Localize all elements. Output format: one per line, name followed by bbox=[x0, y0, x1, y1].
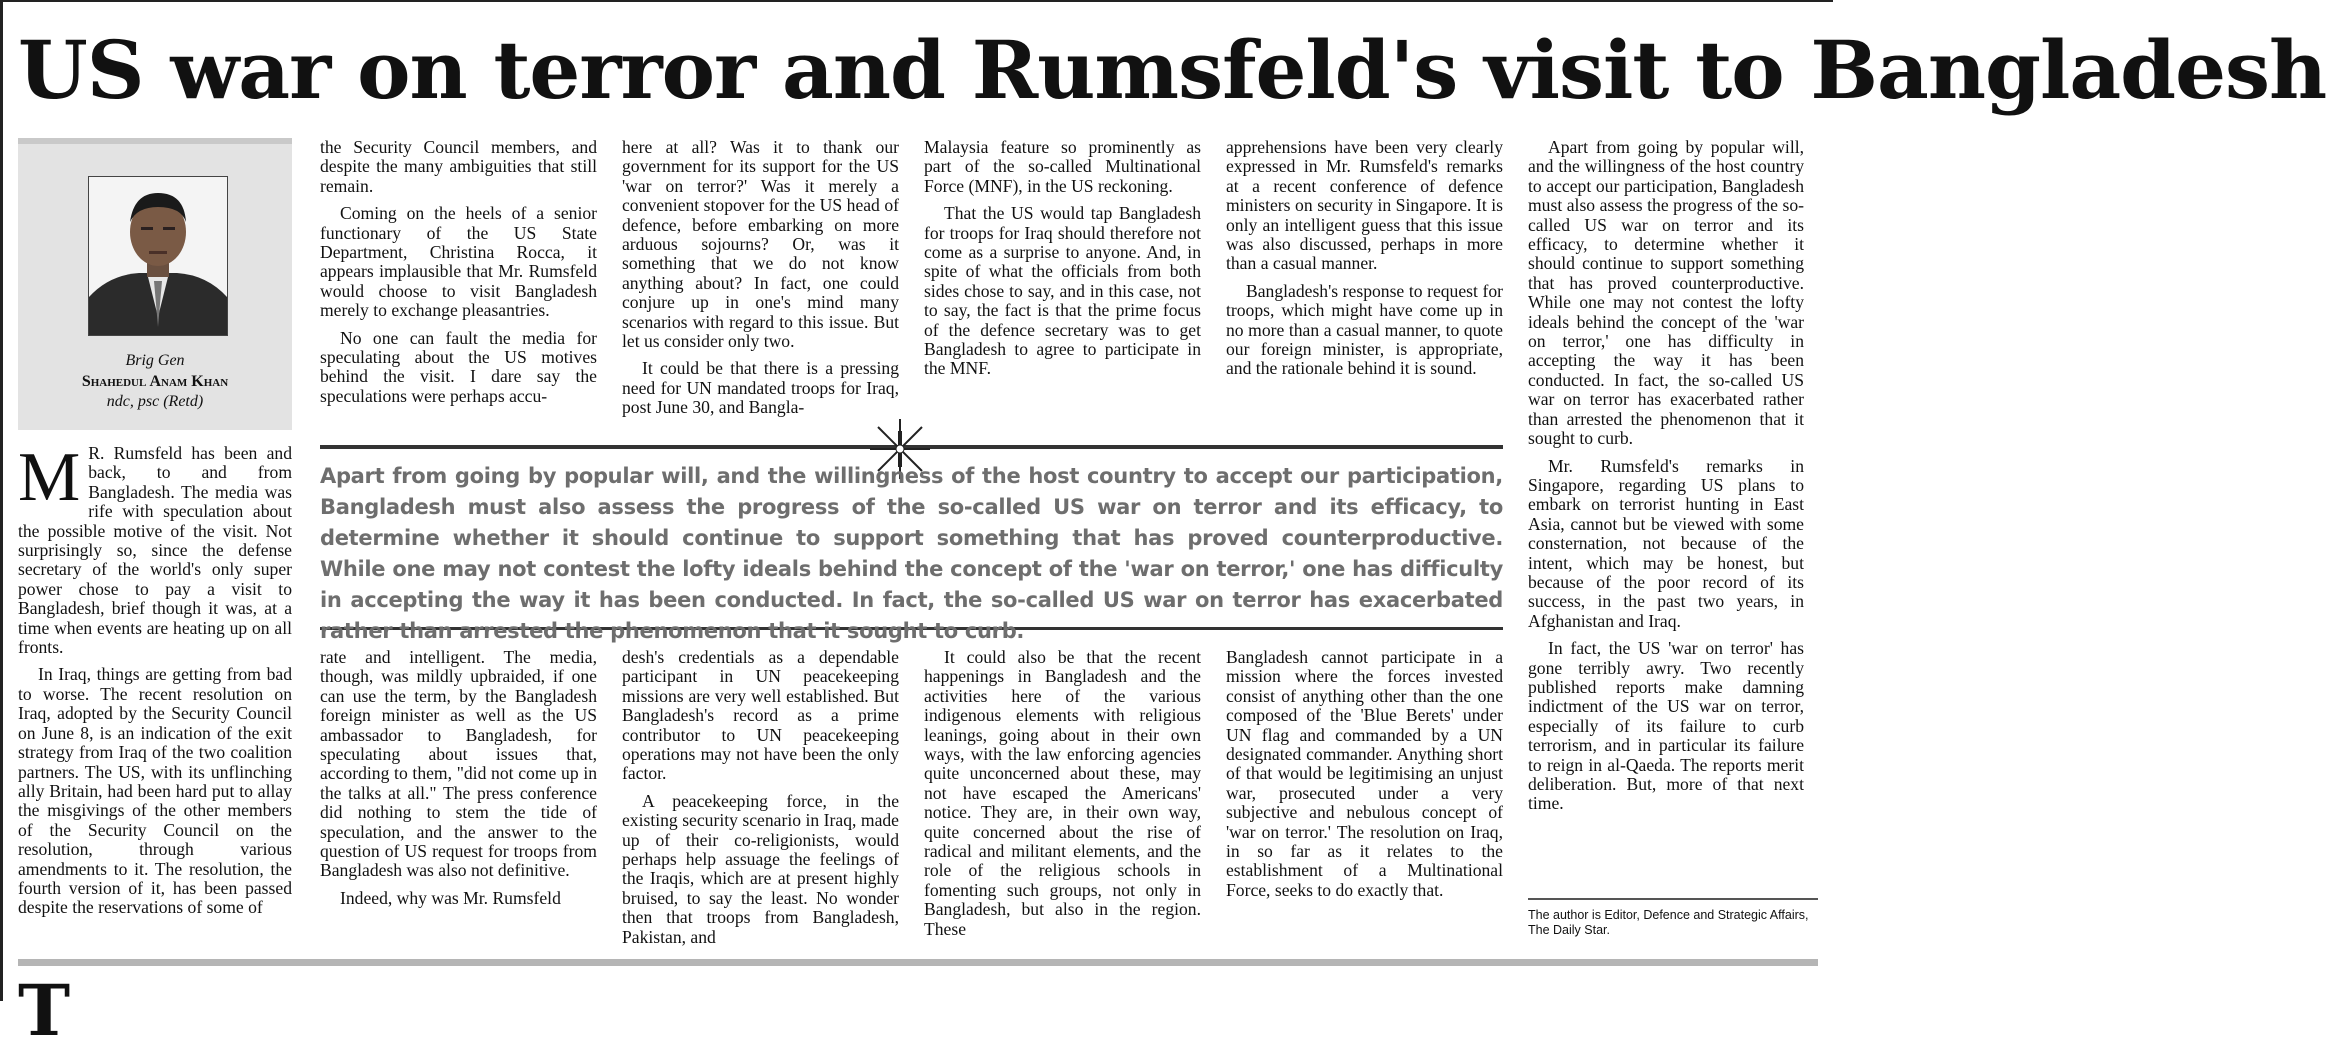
column-4-top bbox=[924, 138, 1201, 379]
column-4-bottom bbox=[924, 648, 1201, 939]
next-headline-fragment: T bbox=[18, 969, 71, 1052]
col2-top-paragraph-2: Coming on the heels of a senior functionary of the US State Department, Christina Rocca, it appears implausible that Mr. Rumsfeld would choose to visit Bangladesh merely to exchange pleasantries. bbox=[320, 203, 597, 321]
headline: US war on terror and Rumsfeld's visit to Bangladesh bbox=[18, 23, 2326, 117]
byline-box bbox=[18, 138, 292, 430]
author-note: The author is Editor, Defence and Strategic Affairs, The Daily Star. bbox=[1528, 898, 1818, 938]
author-photo-image bbox=[89, 177, 227, 335]
byline-suffix: ndc, psc (Retd) bbox=[106, 393, 204, 410]
col3-top-paragraph-2: It could be that there is a pressing need for UN mandated troops for Iraq, post June 30, and Bangla- bbox=[622, 358, 899, 418]
col6-paragraph-2: Mr. Rumsfeld's remarks in Singapore, regarding US plans to embark on terrorist hunting in East Asia, cannot but be viewed with some consternation, not because of the intent, which may be honest, but because of the poor record of its success, in the past two years, in Afghanistan and Iraq. bbox=[1528, 455, 1804, 631]
column-5-bottom bbox=[1226, 648, 1503, 900]
col4-top-paragraph-1: Malaysia feature so prominently as part of the so-called Multinational Force (MNF), in the US reckoning. bbox=[924, 137, 1201, 196]
column-5-top bbox=[1226, 138, 1503, 379]
column-2-top bbox=[320, 138, 597, 406]
col3-bottom-paragraph-1: desh's credentials as a dependable participant in UN peacekeeping missions are very well established. But Bangladesh's record as a prime contributor to UN peacekeeping operations may not have been the only factor. bbox=[622, 647, 899, 784]
top-rule bbox=[0, 0, 1833, 2]
col2-top-paragraph-1: the Security Council members, and despite the many ambiguities that still remain. bbox=[320, 137, 597, 196]
col4-bottom-paragraph-1: It could also be that the recent happenings in Bangladesh and the activities here of the various indigenous elements with religious leanings, going about in their own ways, with the law enforcing agencies quite unconcerned about these, may not have escaped the Americans' notice. They are, in their own way, quite concerned about the rise of radical and militant elements, and the role of the religious schools in fomenting such groups, not only in Bangladesh, but also in the region. These bbox=[924, 647, 1201, 939]
col6-paragraph-1: Apart from going by popular will, and the willingness of the host country to accept our participation, Bangladesh must also assess the progress of the so-called US war on terror and its efficacy, to determine whether it should continue to support something that has proved counterproductive. While one may not contest the lofty ideals behind the concept of the 'war on terror,' one has difficulty in accepting the way it has been conducted. In fact, the so-called US war on terror has exacerbated rather than arrested the phenomenon that it sought to curb. bbox=[1528, 137, 1804, 449]
column-3-bottom bbox=[622, 648, 899, 947]
pull-quote bbox=[320, 445, 1503, 643]
col1-paragraph-1: R. Rumsfeld has been and back, to and from Bangladesh. The media was rife with speculation about the possible motive of the visit. Not surprisingly so, since the defense secretary of the world's only super power chose to pay a visit to Bangladesh, brief though it was, at a time when events are heating up on all fronts. bbox=[18, 443, 292, 658]
col5-top-paragraph-2: Bangladesh's response to request for troops, which might have come up in no more than a casual manner, to quote our foreign minister, is appropriate, and the rationale behind it is sound. bbox=[1226, 280, 1503, 379]
byline-rank: Brig Gen bbox=[125, 352, 185, 369]
column-3-top bbox=[622, 138, 899, 418]
column-1 bbox=[18, 439, 292, 918]
author-photo bbox=[88, 176, 228, 336]
col3-bottom-paragraph-2: A peacekeeping force, in the existing security scenario in Iraq, made up of their co-religionists, would perhaps help assuage the feelings of the Iraqis, which are at present highly bruised, to say the least. No wonder then that troops from Bangladesh, Pakistan, and bbox=[622, 790, 899, 947]
col2-top-paragraph-3: No one can fault the media for speculating about the US motives behind the visit. I dare say the speculations were perhaps accu- bbox=[320, 327, 597, 406]
left-rule bbox=[0, 0, 3, 1001]
col6-paragraph-3: In fact, the US 'war on terror' has gone terribly awry. Two recently published reports make damning indictment of the US war on terror, especially of its failure to curb terrorism, and in particular its failure to reign in al-Qaeda. The reports merit deliberation. But, more of that next time. bbox=[1528, 638, 1804, 814]
bottom-separator bbox=[18, 959, 1818, 966]
col2-bottom-paragraph-2: Indeed, why was Mr. Rumsfeld bbox=[340, 887, 561, 908]
col5-bottom-paragraph-1: Bangladesh cannot participate in a mission where the forces invested consist of anything other than the one composed of the 'Blue Berets' under UN flag and commanded by a UN designated commander. Anything short of that would be legitimising an unjust war, prosecuted under a very subjective and nebulous concept of 'war on terror.' The resolution on Iraq, in so far as it relates to the establishment of a Multinational Force, seeks to do exactly that. bbox=[1226, 647, 1503, 900]
col1-paragraph-2: In Iraq, things are getting from bad to worse. The recent resolution on Iraq, adopted by the Security Council on June 8, is an indication of the exit strategy from Iraq of the two coalition partners. The US, with its unflinching ally Britain, had been hard put to allay the misgivings of the other members of the Security Council on the resolution, through various amendments to it. The resolution, the fourth version of it, has been passed despite the reservations of some of bbox=[18, 664, 292, 918]
col2-bottom-paragraph-1: rate and intelligent. The media, though, was mildly upbraided, if one can use the term, by the Bangladesh foreign minister as well as the US ambassador to Bangladesh, for speculating about issues that, according to them, "did not come up in the talks at all." The press conference did nothing to stem the tide of speculation, and the answer to the question of US request for troops from Bangladesh was also not definitive. bbox=[320, 647, 597, 881]
pull-quote-text: Apart from going by popular will, and the willingness of the host country to accept our participation, Bangladesh must also assess the progress of the so-called US war on terror and its efficacy, to determine whether it should continue to support something that has proved counterproductive. While one may not contest the lofty ideals behind the concept of the 'war on terror,' one has difficulty in accepting the way it has been conducted. In fact, the so-called US war on terror has exacerbated rather than arrested the phenomenon that it sought to curb. bbox=[320, 464, 1503, 643]
col3-top-paragraph-1: here at all? Was it to thank our government for its support for the US 'war on terror?' Was it merely a convenient stopover for the US head of defence, before embarking on more arduous sojourns? Or, was it something that we do not know anything about? In fact, one could conjure up in one's mind many scenarios with regard to this issue. But let us consider only two. bbox=[622, 137, 899, 352]
col5-top-paragraph-1: apprehensions have been very clearly expressed in Mr. Rumsfeld's remarks at a recent conference of defence ministers on security in Singapore. It is only an intelligent guess that this issue was also discussed, perhaps in more than a casual manner. bbox=[1226, 137, 1503, 274]
column-6 bbox=[1528, 138, 1804, 814]
byline-name: Shahedul Anam Khan bbox=[81, 373, 229, 390]
col4-top-paragraph-2: That the US would tap Bangladesh for troops for Iraq should therefore not come as a surprise to anyone. And, in spite of what the officials from both sides chose to say, and in this case, not to say, the fact is that the prime focus of the defence secretary was to get Bangladesh to agree to participate in the MNF. bbox=[924, 203, 1201, 379]
column-2-bottom bbox=[320, 648, 597, 908]
drop-cap: M bbox=[18, 439, 81, 516]
